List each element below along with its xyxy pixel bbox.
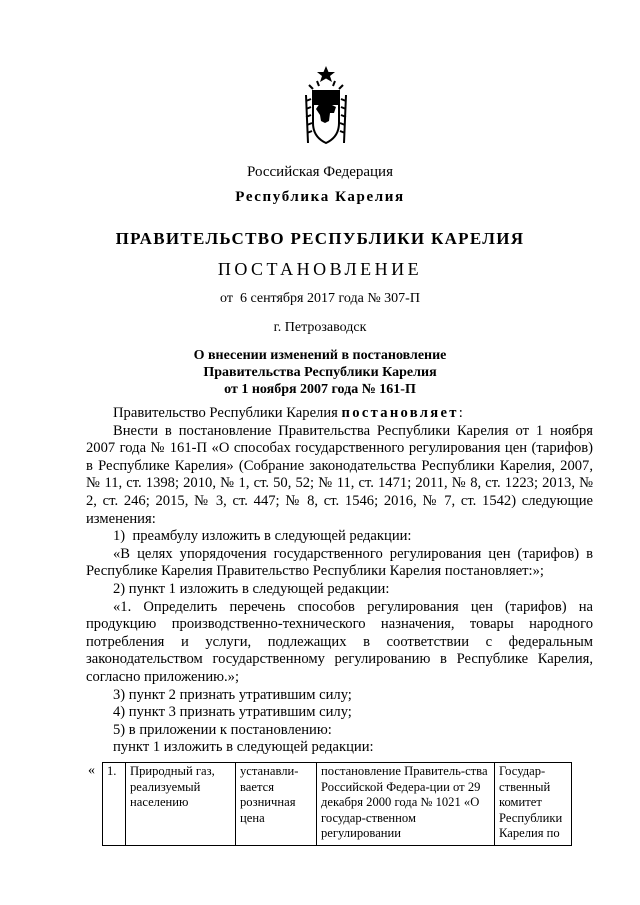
paragraph-amendments: Внести в постановление Правительства Республики Карелия от 1 ноября 2007 года № 161-П «О способах государственного регулирования цен (тарифов) в Республике Карелия» (Собрание законодательства Республики Карелия, 2007, № 11, ст. 1398; 2010, № 1, ст. 50, 52; № 11, ст. 1471; 2011, № 8, ст. 1223; 2013, № 2, ст. 246; 2015, № 3, ст. 447; № 8, ст. 1546; 2016, № 7, ст. 1542) следующие изменения: [86,422,593,527]
paragraph-item-4: 4) пункт 3 признать утратившим силу; [113,704,352,721]
title-line-1: О внесении изменений в постановление [193,348,447,363]
paragraph-item-2: 2) пункт 1 изложить в следующей редакции: [113,580,390,597]
table-row [103,763,572,846]
document-type: ПОСТАНОВЛЕНИЕ [217,259,423,279]
coat-of-arms-icon [303,65,349,145]
document-title [0,347,640,398]
title-line-2: Правительства Республики Карелия [203,365,437,380]
decree-verb: постановляет [341,405,459,421]
table-open-quote: « [88,763,95,778]
cell-number: 1. [103,763,126,846]
title-line-3: от 1 ноября 2007 года № 161-П [224,382,416,397]
preamble-paragraph [86,405,593,423]
city-name: г. Петрозаводск [273,320,367,335]
document-body [86,405,593,757]
paragraph-item-3: 3) пункт 2 признать утратившим силу; [113,686,352,703]
date-number-line: от 6 сентября 2017 года № 307-П [220,291,420,306]
paragraph-item-1: 1) преамбулу изложить в следующей редакции: [113,528,412,545]
preamble-colon: : [458,405,463,421]
cell-agency: Государ-ственный комитет Республики Карелия по [495,763,572,846]
paragraph-item-1-text: «В целях упорядочения государственного регулирования цен (тарифов) в Республике Карелия Правительство Республики Карелия постановляет:»; [86,545,593,580]
cell-legal-basis: постановление Правитель-ства Российской Федера-ции от 29 декабря 2000 года № 1021 «О государ-ственном регулировании [317,763,495,846]
preamble-text: Правительство Республики Карелия [113,405,342,421]
cell-product: Природный газ, реализуемый населению [126,763,236,846]
paragraph-item-5: 5) в приложении к постановлению: [113,721,332,738]
republic-name: Республика Карелия [235,189,405,205]
country-name: Российская Федерация [247,164,393,180]
prices-table [102,762,572,846]
paragraph-item-2-text: «1. Определить перечень способов регулирования цен (тарифов) на продукцию производственно-технического назначения, товары народного потребления и услуги, подлежащих в соответствии с федеральным законодательством государственному регулированию в Республике Карелия, согласно приложению.»; [86,598,593,685]
government-heading: ПРАВИТЕЛЬСТВО РЕСПУБЛИКИ КАРЕЛИЯ [115,229,525,248]
paragraph-item-5-text: пункт 1 изложить в следующей редакции: [113,739,374,756]
cell-method: устанавли-вается розничная цена [236,763,317,846]
